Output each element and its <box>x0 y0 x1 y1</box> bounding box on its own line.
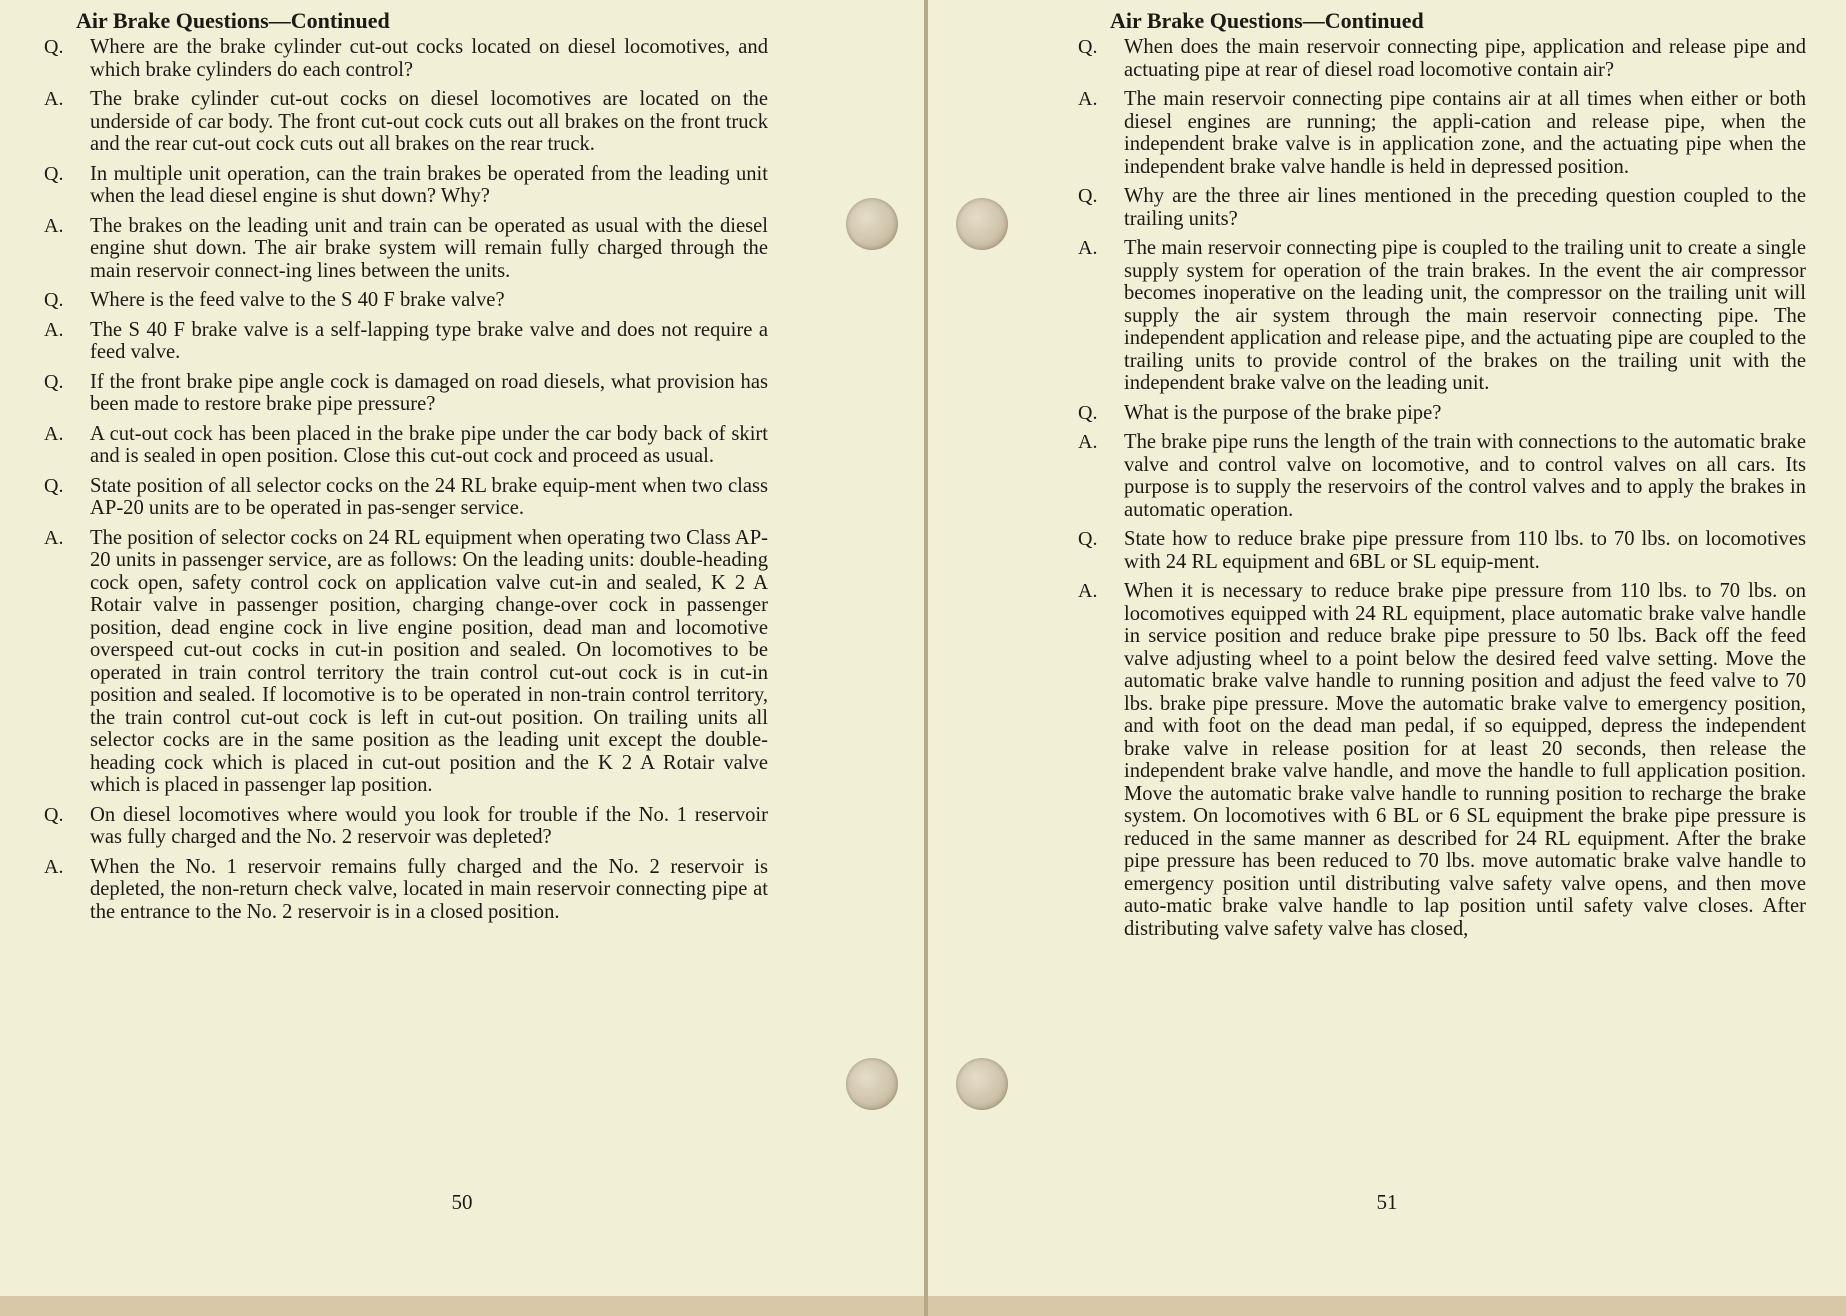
entry-text: The position of selector cocks on 24 RL equipment when operating two Class AP-20 units in passenger service, are as follows: On the leading units: double-heading cock open, safety control cock on application valve cut-in and sealed, K 2 A Rotair valve in passenger position, charging change-over cock in passenger position, dead engine cock in live engine position, dead man and locomotive overspeed cut-out cocks in cut-in position and sealed. On locomotives to be operated in train control territory the train control cut-out cock is in cut-in position and sealed. If locomotive is to be operated in non-train control territory, the train control cut-out cock is left in cut-out position. On trailing units all selector cocks are in the same position as the leading unit except the double-heading cock which is placed in cut-out position and the K 2 A Rotair valve which is placed in passenger lap position. <box>90 526 768 796</box>
entry-marker: Q. <box>44 162 64 185</box>
entry-marker: A. <box>1078 88 1098 110</box>
answer-entry <box>1078 88 1806 178</box>
entry-marker: Q. <box>1078 185 1098 207</box>
entry-marker: A. <box>44 422 64 445</box>
answer-entry <box>44 215 768 283</box>
entry-marker: A. <box>1078 431 1098 453</box>
entry-marker: A. <box>44 526 64 549</box>
right-page-content <box>1078 8 1806 947</box>
entry-marker: Q. <box>1078 36 1098 58</box>
question-entry <box>44 804 768 849</box>
entry-marker: A. <box>1078 237 1098 259</box>
entry-text: State how to reduce brake pipe pressure from 110 lbs. to 70 lbs. on locomotives with 24 RL equipment and 6BL or SL equip-ment. <box>1124 528 1806 573</box>
question-entry <box>1078 402 1806 425</box>
entry-marker: A. <box>44 88 64 110</box>
entry-marker: A. <box>44 855 64 878</box>
question-entry <box>1078 528 1806 573</box>
entry-text: If the front brake pipe angle cock is damaged on road diesels, what provision has been made to restore brake pipe pressure? <box>90 370 768 415</box>
entry-text: The brakes on the leading unit and train can be operated as usual with the diesel engine shut down. The air brake system will remain fully charged through the main reservoir connect-ing lines between the units. <box>90 214 768 282</box>
page-number: 50 <box>451 1190 473 1214</box>
answer-entry <box>44 88 768 156</box>
entry-text: The main reservoir connecting pipe is coupled to the trailing unit to create a single supply system for operation of the train brakes. In the event the air compressor becomes inoperative on the leading unit, the compressor on the trailing unit will supply the air system through the main reservoir connecting pipe. The independent application and release pipe, and the actuating pipe are coupled to the trailing units to provide control of the brakes on the trailing unit with the independent brake valve on the leading unit. <box>1124 237 1806 394</box>
binder-hole-bottom-left <box>846 1058 898 1110</box>
answer-entry <box>44 423 768 468</box>
binder-hole-bottom-right <box>956 1058 1008 1110</box>
entry-marker: Q. <box>44 474 64 497</box>
entry-marker: A. <box>44 318 64 341</box>
entry-marker: Q. <box>44 289 64 311</box>
right-page <box>928 0 1846 1316</box>
entry-marker: A. <box>44 214 64 237</box>
entry-text: When the No. 1 reservoir remains fully charged and the No. 2 reservoir is depleted, the non-return check valve, located in main reservoir connecting pipe at the entrance to the No. 2 reservoir is in a closed position. <box>90 855 768 923</box>
entry-text: The brake pipe runs the length of the train with connections to the automatic brake valve and control valve on locomotive, and to control valves on all cars. Its purpose is to supply the reservoirs of the control valves and to apply the brakes in automatic operation. <box>1124 431 1806 521</box>
entry-text: The S 40 F brake valve is a self-lapping type brake valve and does not require a feed valve. <box>90 318 768 363</box>
entry-text: A cut-out cock has been placed in the brake pipe under the car body back of skirt and is sealed in open position. Close this cut-out cock and proceed as usual. <box>90 422 768 467</box>
entry-text: In multiple unit operation, can the train brakes be operated from the leading unit when the lead diesel engine is shut down? Why? <box>90 162 768 207</box>
entry-text: On diesel locomotives where would you look for trouble if the No. 1 reservoir was fully charged and the No. 2 reservoir was depleted? <box>90 803 768 848</box>
entry-text: State position of all selector cocks on the 24 RL brake equip-ment when two class AP-20 units are to be operated in pas-senger service. <box>90 474 768 519</box>
answer-entry <box>44 856 768 924</box>
answer-entry <box>44 319 768 364</box>
question-entry <box>1078 185 1806 230</box>
question-entry <box>44 289 768 312</box>
question-entry <box>44 163 768 208</box>
qa-list <box>44 36 768 923</box>
answer-entry <box>1078 580 1806 940</box>
answer-entry <box>44 527 768 797</box>
question-entry <box>1078 36 1806 81</box>
entry-marker: Q. <box>44 803 64 826</box>
section-heading: Air Brake Questions—Continued <box>76 8 390 33</box>
answer-entry <box>1078 431 1806 521</box>
page-number: 51 <box>1376 1190 1398 1214</box>
entry-text: The main reservoir connecting pipe contains air at all times when either or both diesel engines are running; the appli-cation and release pipe, when the independent brake valve is in application zone, and the actuating pipe when the independent brake valve handle is held in depressed position. <box>1124 88 1806 178</box>
entry-marker: Q. <box>44 36 64 58</box>
qa-list <box>1078 36 1806 940</box>
entry-marker: Q. <box>1078 401 1098 424</box>
entry-text: When it is necessary to reduce brake pipe pressure from 110 lbs. to 70 lbs. on locomotives equipped with 24 RL equipment, place automatic brake valve handle in service position and reduce brake pipe pressure to 50 lbs. Back off the feed valve adjusting wheel to a point below the desired feed valve setting. Move the automatic brake valve handle to running position and adjust the feed valve to 70 lbs. brake pipe pressure. Move the automatic brake valve to emergency position, and with foot on the dead man pedal, if so equipped, depress the independent brake valve in release position for at least 20 seconds, then release the independent brake valve handle, and move the handle to full application position. Move the automatic brake valve handle to running position to recharge the brake system. On locomotives with 6 BL or 6 SL equipment the brake pipe pressure is reduced in the same manner as described for 24 RL equipment. After the brake pipe pressure has been reduced to 70 lbs. move automatic brake valve handle to emergency position until distributing valve safety valve opens, and then move auto-matic brake valve handle to lap position until safety valve closes. After distributing valve safety valve has closed, <box>1124 580 1806 940</box>
entry-text: Where are the brake cylinder cut-out cocks located on diesel locomotives, and which brake cylinders do each control? <box>90 36 768 81</box>
entry-text: What is the purpose of the brake pipe? <box>1124 401 1442 424</box>
entry-text: Why are the three air lines mentioned in the preceding question coupled to the trailing units? <box>1124 185 1806 230</box>
question-entry <box>44 475 768 520</box>
left-page-content <box>44 8 768 930</box>
question-entry <box>44 371 768 416</box>
entry-text: Where is the feed valve to the S 40 F brake valve? <box>90 289 505 311</box>
entry-marker: Q. <box>1078 528 1098 550</box>
binder-hole-top-left <box>846 198 898 250</box>
entry-text: When does the main reservoir connecting pipe, application and release pipe and actuating pipe at rear of diesel road locomotive contain air? <box>1124 36 1806 81</box>
answer-entry <box>1078 237 1806 395</box>
entry-marker: A. <box>1078 580 1098 602</box>
question-entry <box>44 36 768 81</box>
section-heading: Air Brake Questions—Continued <box>1110 8 1424 33</box>
binder-hole-top-right <box>956 198 1008 250</box>
entry-marker: Q. <box>44 370 64 393</box>
entry-text: The brake cylinder cut-out cocks on diesel locomotives are located on the underside of car body. The front cut-out cock cuts out all brakes on the front truck and the rear cut-out cock cuts out all brakes on the rear truck. <box>90 88 768 155</box>
